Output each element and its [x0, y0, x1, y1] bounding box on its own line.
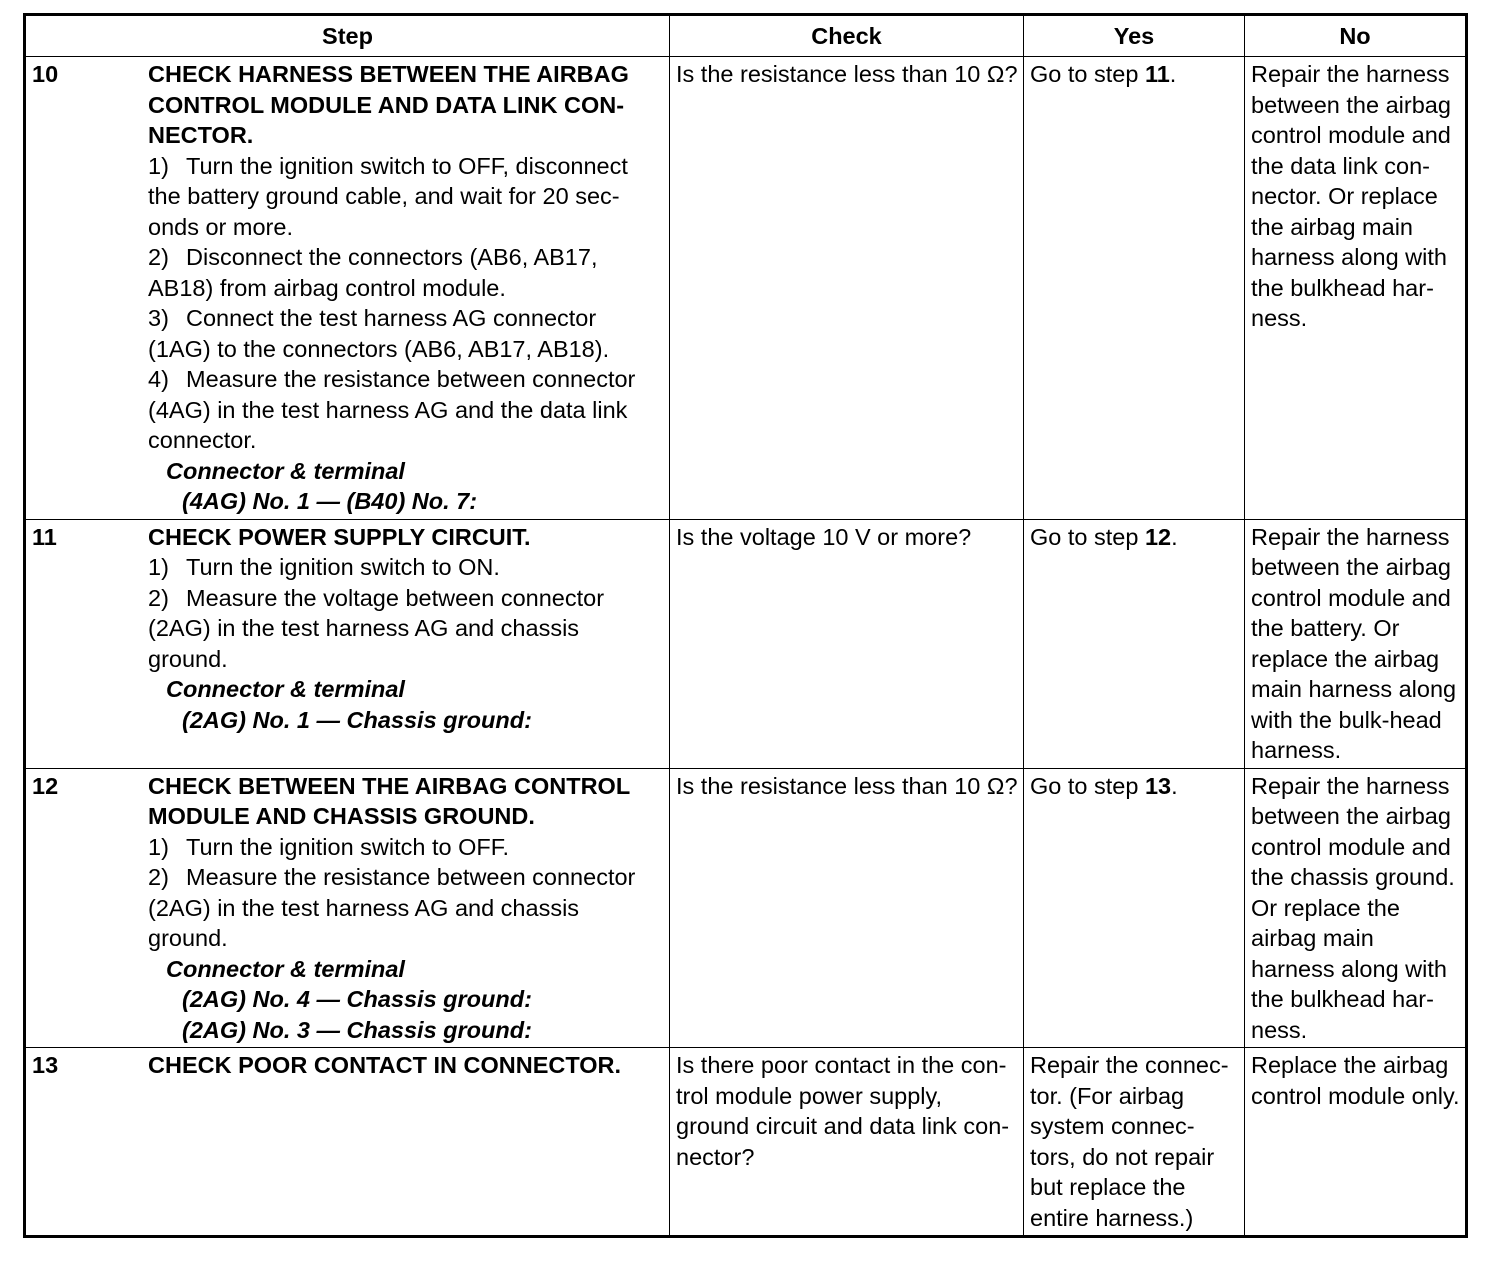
header-no: No: [1245, 15, 1467, 57]
connector-terminal-line: (2AG) No. 1 — Chassis ground:: [182, 706, 532, 733]
yes-cell: Repair the connec-tor. (For airbag system connec-tors, do not repair but replace the entire harness.): [1024, 1048, 1245, 1237]
connector-terminal-heading: Connector & terminal: [166, 457, 405, 484]
step-number: 13: [32, 1052, 59, 1078]
substep: 2) Measure the voltage between connector (2AG) in the test harness AG and chassis ground.: [148, 584, 605, 672]
substep: 1) Turn the ignition switch to OFF.: [148, 833, 510, 860]
step-number: 11: [32, 523, 57, 550]
connector-terminal-line: (2AG) No. 4 — Chassis ground:: [182, 986, 532, 1012]
no-cell: Repair the harness between the airbag control module and the battery. Or replace the airbag main harness along with the bulk-head harness.: [1245, 519, 1467, 768]
substep: 2) Measure the resistance between connector (2AG) in the test harness AG and chassis ground.: [148, 864, 636, 951]
header-check: Check: [670, 15, 1024, 57]
check-cell: Is the voltage 10 V or more?: [670, 519, 1024, 768]
substep: 1) Turn the ignition switch to ON.: [148, 554, 500, 580]
check-cell: Is the resistance less than 10 Ω?: [670, 768, 1024, 1048]
substep: 1) Turn the ignition switch to OFF, disconnect the battery ground cable, and wait for 20 sec-onds or more.: [148, 152, 628, 240]
header-yes: Yes: [1024, 15, 1245, 57]
diagnostic-table: [23, 13, 1468, 1238]
table-row: [25, 768, 1467, 1048]
step-cell: [25, 768, 670, 1048]
header-row: [25, 15, 1467, 57]
connector-terminal-line: (4AG) No. 1 — (B40) No. 7:: [182, 488, 478, 514]
step-title: CHECK POOR CONTACT IN CONNECTOR.: [148, 1052, 622, 1078]
yes-cell: Go to step 13.: [1024, 768, 1245, 1048]
yes-cell: Go to step 12.: [1024, 519, 1245, 768]
step-title: CHECK BETWEEN THE AIRBAG CONTROL MODULE AND CHASSIS GROUND.: [148, 772, 630, 829]
connector-terminal-heading: Connector & terminal: [166, 676, 405, 702]
step-title: CHECK HARNESS BETWEEN THE AIRBAG CONTROL MODULE AND DATA LINK CON-NECTOR.: [148, 61, 629, 148]
step-number: 10: [32, 61, 59, 87]
check-cell: Is the resistance less than 10 Ω?: [670, 57, 1024, 520]
connector-terminal-heading: Connector & terminal: [166, 955, 405, 982]
step-cell: [25, 1048, 670, 1237]
no-cell: Replace the airbag control module only.: [1245, 1048, 1467, 1237]
connector-terminal-line: (2AG) No. 3 — Chassis ground:: [182, 1016, 532, 1043]
substep: 3) Connect the test harness AG connector (1AG) to the connectors (AB6, AB17, AB18).: [148, 305, 610, 362]
step-cell: [25, 519, 670, 768]
step-cell: [25, 57, 670, 520]
substep: 2) Disconnect the connectors (AB6, AB17, AB18) from airbag control module.: [148, 244, 598, 301]
table-row: [25, 57, 1467, 520]
table-row: [25, 519, 1467, 768]
step-number: 12: [32, 772, 59, 799]
substep: 4) Measure the resistance between connector (4AG) in the test harness AG and the data link connector.: [148, 366, 636, 453]
header-step: Step: [25, 15, 670, 57]
no-cell: Repair the harness between the airbag control module and the chassis ground. Or replace the airbag main harness along with the bulkhead har-ness.: [1245, 768, 1467, 1048]
yes-cell: Go to step 11.: [1024, 57, 1245, 520]
no-cell: Repair the harness between the airbag control module and the data link con-nector. Or replace the airbag main harness along with the bulkhead har-ness.: [1245, 57, 1467, 520]
check-cell: Is there poor contact in the con-trol module power supply, ground circuit and data link con-nector?: [670, 1048, 1024, 1237]
step-title: CHECK POWER SUPPLY CIRCUIT.: [148, 523, 531, 550]
table-row: [25, 1048, 1467, 1237]
